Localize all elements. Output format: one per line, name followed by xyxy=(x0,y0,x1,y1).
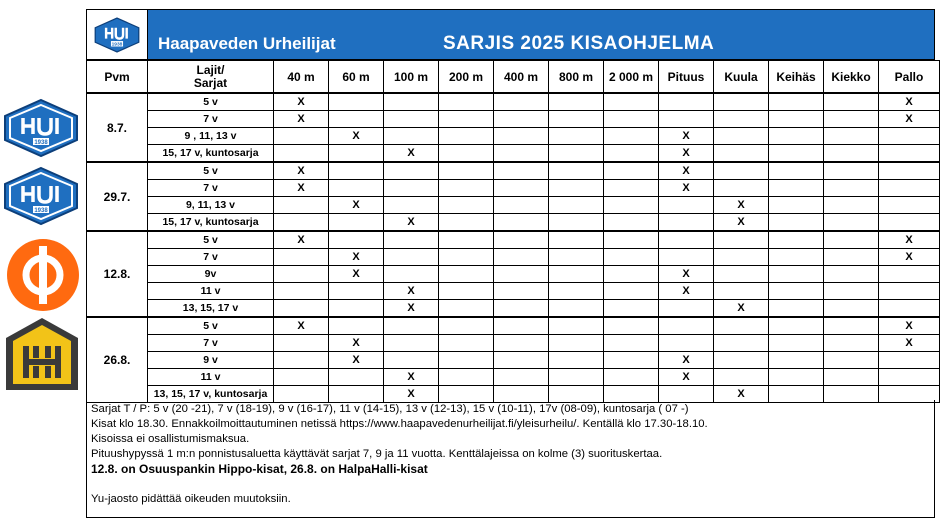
empty-cell xyxy=(769,197,824,214)
notes-special-events: 12.8. on Osuuspankin Hippo-kisat, 26.8. on HalpaHalli-kisat xyxy=(91,462,428,476)
notes-series-ages: Sarjat T / P: 5 v (20 -21), 7 v (18-19), 9 v (16-17), 11 v (14-15), 13 v (12-13), 15 v (10-11), 17v (08-09), kuntosarja ( 07 -) xyxy=(91,403,689,415)
empty-cell xyxy=(824,369,879,386)
empty-cell xyxy=(549,352,604,369)
table-row xyxy=(87,197,940,214)
empty-cell xyxy=(549,162,604,180)
event-mark: X xyxy=(384,369,439,386)
table-header-row xyxy=(87,61,940,94)
empty-cell xyxy=(824,111,879,128)
empty-cell xyxy=(494,266,549,283)
empty-cell xyxy=(659,335,714,352)
empty-cell xyxy=(879,180,940,197)
series-cell: 5 v xyxy=(148,317,274,335)
table-row xyxy=(87,93,940,111)
empty-cell xyxy=(824,180,879,197)
series-cell: 9 , 11, 13 v xyxy=(148,128,274,145)
empty-cell xyxy=(879,352,940,369)
event-mark: X xyxy=(329,335,384,352)
empty-cell xyxy=(549,111,604,128)
empty-cell xyxy=(879,283,940,300)
header-event: Pituus xyxy=(659,61,714,94)
empty-cell xyxy=(329,300,384,318)
event-mark: X xyxy=(879,93,940,111)
club-name: Haapaveden Urheilijat xyxy=(158,34,336,53)
empty-cell xyxy=(824,266,879,283)
date-group xyxy=(87,93,940,162)
empty-cell xyxy=(714,335,769,352)
empty-cell xyxy=(329,162,384,180)
empty-cell xyxy=(659,300,714,318)
empty-cell xyxy=(879,197,940,214)
empty-cell xyxy=(604,214,659,232)
empty-cell xyxy=(659,231,714,249)
empty-cell xyxy=(439,214,494,232)
empty-cell xyxy=(274,369,329,386)
empty-cell xyxy=(439,352,494,369)
empty-cell xyxy=(714,162,769,180)
table-row xyxy=(87,300,940,318)
event-mark: X xyxy=(659,266,714,283)
empty-cell xyxy=(604,111,659,128)
empty-cell xyxy=(439,162,494,180)
empty-cell xyxy=(659,317,714,335)
empty-cell xyxy=(604,249,659,266)
notes-long-jump: Pituushypyssä 1 m:n ponnistusaluetta käyttävät sarjat 7, 9 ja 11 vuotta. Kenttälajeissa on kolme (3) suorituskertaa. xyxy=(91,448,663,460)
empty-cell xyxy=(769,128,824,145)
empty-cell xyxy=(769,300,824,318)
event-mark: X xyxy=(659,162,714,180)
series-cell: 15, 17 v, kuntosarja xyxy=(148,145,274,163)
empty-cell xyxy=(494,317,549,335)
event-mark: X xyxy=(384,386,439,403)
event-mark: X xyxy=(329,249,384,266)
empty-cell xyxy=(714,352,769,369)
series-cell: 9v xyxy=(148,266,274,283)
empty-cell xyxy=(769,214,824,232)
empty-cell xyxy=(494,214,549,232)
empty-cell xyxy=(439,335,494,352)
event-mark: X xyxy=(659,369,714,386)
header-event: Kuula xyxy=(714,61,769,94)
empty-cell xyxy=(604,93,659,111)
empty-cell xyxy=(439,231,494,249)
empty-cell xyxy=(439,111,494,128)
empty-cell xyxy=(494,369,549,386)
empty-cell xyxy=(549,128,604,145)
empty-cell xyxy=(714,93,769,111)
empty-cell xyxy=(439,145,494,163)
empty-cell xyxy=(659,93,714,111)
event-mark: X xyxy=(659,283,714,300)
empty-cell xyxy=(714,317,769,335)
empty-cell xyxy=(549,266,604,283)
empty-cell xyxy=(329,145,384,163)
event-mark: X xyxy=(384,300,439,318)
empty-cell xyxy=(769,111,824,128)
empty-cell xyxy=(769,283,824,300)
event-mark: X xyxy=(274,93,329,111)
hu-logo-year: 1938 xyxy=(34,208,48,214)
empty-cell xyxy=(879,266,940,283)
empty-cell xyxy=(549,369,604,386)
date-group xyxy=(87,231,940,317)
table-row xyxy=(87,162,940,180)
empty-cell xyxy=(494,352,549,369)
empty-cell xyxy=(824,249,879,266)
series-cell: 5 v xyxy=(148,162,274,180)
empty-cell xyxy=(824,162,879,180)
empty-cell xyxy=(439,266,494,283)
empty-cell xyxy=(824,128,879,145)
empty-cell xyxy=(769,317,824,335)
empty-cell xyxy=(439,283,494,300)
series-cell: 7 v xyxy=(148,335,274,352)
empty-cell xyxy=(549,300,604,318)
table-row xyxy=(87,231,940,249)
empty-cell xyxy=(659,249,714,266)
header-event: 2 000 m xyxy=(604,61,659,94)
table-row xyxy=(87,214,940,232)
event-mark: X xyxy=(329,197,384,214)
empty-cell xyxy=(824,214,879,232)
empty-cell xyxy=(384,197,439,214)
date-cell: 12.8. xyxy=(87,231,148,317)
empty-cell xyxy=(439,128,494,145)
event-mark: X xyxy=(714,197,769,214)
empty-cell xyxy=(329,214,384,232)
page-title: SARJIS 2025 KISAOHJELMA xyxy=(443,33,715,54)
empty-cell xyxy=(439,93,494,111)
empty-cell xyxy=(879,369,940,386)
empty-cell xyxy=(494,128,549,145)
header-logo-year: 1938 xyxy=(111,42,123,48)
empty-cell xyxy=(494,335,549,352)
header-series xyxy=(148,61,274,94)
empty-cell xyxy=(604,352,659,369)
table-row xyxy=(87,180,940,197)
empty-cell xyxy=(604,300,659,318)
date-group xyxy=(87,317,940,403)
empty-cell xyxy=(879,128,940,145)
halpahalli-logo-icon xyxy=(4,316,80,392)
table-row xyxy=(87,145,940,163)
empty-cell xyxy=(549,93,604,111)
empty-cell xyxy=(769,352,824,369)
empty-cell xyxy=(439,317,494,335)
date-cell: 8.7. xyxy=(87,93,148,162)
empty-cell xyxy=(604,180,659,197)
table-row xyxy=(87,249,940,266)
empty-cell xyxy=(494,145,549,163)
table-row xyxy=(87,335,940,352)
header-series-line2: Sarjat xyxy=(193,75,228,90)
empty-cell xyxy=(714,128,769,145)
header-event: 400 m xyxy=(494,61,549,94)
empty-cell xyxy=(714,369,769,386)
empty-cell xyxy=(604,369,659,386)
empty-cell xyxy=(714,266,769,283)
header-logo xyxy=(87,10,148,59)
empty-cell xyxy=(714,145,769,163)
empty-cell xyxy=(439,197,494,214)
empty-cell xyxy=(714,111,769,128)
empty-cell xyxy=(384,93,439,111)
series-cell: 13, 15, 17 v xyxy=(148,300,274,318)
event-mark: X xyxy=(329,352,384,369)
empty-cell xyxy=(494,283,549,300)
notes-start-time: Kisat klo 18.30. Ennakkoilmoittautuminen netissä https://www.haapavedenurheilijat.fi/yleisurheilu/. Kentällä klo 17.30-18.10. xyxy=(91,418,708,430)
event-mark: X xyxy=(274,231,329,249)
event-mark: X xyxy=(384,283,439,300)
empty-cell xyxy=(274,266,329,283)
empty-cell xyxy=(659,214,714,232)
header-event: Keihäs xyxy=(769,61,824,94)
op-logo-icon xyxy=(6,238,80,312)
empty-cell xyxy=(604,128,659,145)
empty-cell xyxy=(494,231,549,249)
empty-cell xyxy=(769,266,824,283)
empty-cell xyxy=(274,249,329,266)
empty-cell xyxy=(494,162,549,180)
event-mark: X xyxy=(274,162,329,180)
header-event: 40 m xyxy=(274,61,329,94)
event-mark: X xyxy=(384,145,439,163)
empty-cell xyxy=(274,145,329,163)
empty-cell xyxy=(549,145,604,163)
event-mark: X xyxy=(659,352,714,369)
empty-cell xyxy=(769,162,824,180)
event-mark: X xyxy=(659,180,714,197)
header-series-line1: Lajit/ xyxy=(196,62,225,77)
empty-cell xyxy=(824,300,879,318)
event-mark: X xyxy=(714,386,769,403)
empty-cell xyxy=(494,249,549,266)
empty-cell xyxy=(384,111,439,128)
empty-cell xyxy=(384,266,439,283)
header-event: 100 m xyxy=(384,61,439,94)
empty-cell xyxy=(879,145,940,163)
hu-logo-icon xyxy=(94,13,140,57)
table-row xyxy=(87,128,940,145)
notes-disclaimer: Yu-jaosto pidättää oikeuden muutoksiin. xyxy=(91,493,291,505)
event-mark: X xyxy=(659,145,714,163)
empty-cell xyxy=(824,352,879,369)
header-date: Pvm xyxy=(87,61,148,94)
empty-cell xyxy=(879,300,940,318)
empty-cell xyxy=(604,335,659,352)
schedule-table xyxy=(86,60,940,403)
header-event: 800 m xyxy=(549,61,604,94)
empty-cell xyxy=(384,231,439,249)
date-cell: 29.7. xyxy=(87,162,148,231)
empty-cell xyxy=(329,180,384,197)
empty-cell xyxy=(714,180,769,197)
empty-cell xyxy=(274,352,329,369)
empty-cell xyxy=(384,335,439,352)
header-event: Pallo xyxy=(879,61,940,94)
empty-cell xyxy=(439,300,494,318)
empty-cell xyxy=(604,231,659,249)
event-mark: X xyxy=(714,214,769,232)
hu-logo-icon xyxy=(3,98,79,158)
event-mark: X xyxy=(879,249,940,266)
event-mark: X xyxy=(329,266,384,283)
table-row xyxy=(87,352,940,369)
empty-cell xyxy=(384,128,439,145)
empty-cell xyxy=(494,111,549,128)
table-row xyxy=(87,266,940,283)
empty-cell xyxy=(384,162,439,180)
date-group xyxy=(87,162,940,231)
empty-cell xyxy=(274,335,329,352)
empty-cell xyxy=(329,317,384,335)
series-cell: 7 v xyxy=(148,180,274,197)
empty-cell xyxy=(769,180,824,197)
event-mark: X xyxy=(879,317,940,335)
empty-cell xyxy=(439,369,494,386)
empty-cell xyxy=(879,214,940,232)
empty-cell xyxy=(494,197,549,214)
empty-cell xyxy=(824,197,879,214)
notes-box xyxy=(86,400,935,518)
header-event: 60 m xyxy=(329,61,384,94)
empty-cell xyxy=(439,180,494,197)
table-row xyxy=(87,317,940,335)
empty-cell xyxy=(329,231,384,249)
empty-cell xyxy=(604,317,659,335)
empty-cell xyxy=(879,162,940,180)
empty-cell xyxy=(494,93,549,111)
empty-cell xyxy=(714,283,769,300)
empty-cell xyxy=(329,93,384,111)
empty-cell xyxy=(274,197,329,214)
empty-cell xyxy=(604,283,659,300)
series-cell: 7 v xyxy=(148,111,274,128)
empty-cell xyxy=(824,145,879,163)
hu-logo-icon xyxy=(3,166,79,226)
series-cell: 9, 11, 13 v xyxy=(148,197,274,214)
empty-cell xyxy=(549,283,604,300)
empty-cell xyxy=(329,111,384,128)
empty-cell xyxy=(549,231,604,249)
series-cell: 11 v xyxy=(148,369,274,386)
empty-cell xyxy=(274,283,329,300)
event-mark: X xyxy=(714,300,769,318)
empty-cell xyxy=(769,231,824,249)
empty-cell xyxy=(604,145,659,163)
empty-cell xyxy=(769,93,824,111)
series-cell: 5 v xyxy=(148,93,274,111)
empty-cell xyxy=(659,197,714,214)
series-cell: 13, 15, 17 v, kuntosarja xyxy=(148,386,274,403)
empty-cell xyxy=(604,266,659,283)
empty-cell xyxy=(274,300,329,318)
empty-cell xyxy=(769,145,824,163)
empty-cell xyxy=(714,249,769,266)
empty-cell xyxy=(274,214,329,232)
empty-cell xyxy=(384,352,439,369)
empty-cell xyxy=(549,249,604,266)
event-mark: X xyxy=(879,335,940,352)
empty-cell xyxy=(549,335,604,352)
empty-cell xyxy=(384,317,439,335)
empty-cell xyxy=(549,180,604,197)
empty-cell xyxy=(329,369,384,386)
empty-cell xyxy=(604,197,659,214)
date-cell: 26.8. xyxy=(87,317,148,403)
empty-cell xyxy=(384,180,439,197)
header-band xyxy=(148,10,934,59)
event-mark: X xyxy=(274,180,329,197)
table-row xyxy=(87,369,940,386)
empty-cell xyxy=(549,214,604,232)
series-cell: 11 v xyxy=(148,283,274,300)
empty-cell xyxy=(714,231,769,249)
schedule-header xyxy=(86,9,935,60)
empty-cell xyxy=(549,317,604,335)
empty-cell xyxy=(769,369,824,386)
empty-cell xyxy=(604,162,659,180)
empty-cell xyxy=(659,111,714,128)
event-mark: X xyxy=(879,231,940,249)
header-event: 200 m xyxy=(439,61,494,94)
empty-cell xyxy=(824,317,879,335)
series-cell: 5 v xyxy=(148,231,274,249)
header-event: Kiekko xyxy=(824,61,879,94)
empty-cell xyxy=(769,335,824,352)
empty-cell xyxy=(824,283,879,300)
event-mark: X xyxy=(329,128,384,145)
table-row xyxy=(87,111,940,128)
empty-cell xyxy=(824,231,879,249)
empty-cell xyxy=(549,197,604,214)
empty-cell xyxy=(769,249,824,266)
event-mark: X xyxy=(659,128,714,145)
event-mark: X xyxy=(384,214,439,232)
series-cell: 15, 17 v, kuntosarja xyxy=(148,214,274,232)
series-cell: 7 v xyxy=(148,249,274,266)
event-mark: X xyxy=(879,111,940,128)
empty-cell xyxy=(824,93,879,111)
event-mark: X xyxy=(274,317,329,335)
event-mark: X xyxy=(274,111,329,128)
table-row xyxy=(87,283,940,300)
empty-cell xyxy=(329,283,384,300)
empty-cell xyxy=(274,128,329,145)
hu-logo-year: 1938 xyxy=(34,140,48,146)
empty-cell xyxy=(494,180,549,197)
empty-cell xyxy=(824,335,879,352)
notes-fee: Kisoissa ei osallistumismaksua. xyxy=(91,433,250,445)
empty-cell xyxy=(384,249,439,266)
series-cell: 9 v xyxy=(148,352,274,369)
empty-cell xyxy=(494,300,549,318)
empty-cell xyxy=(439,249,494,266)
